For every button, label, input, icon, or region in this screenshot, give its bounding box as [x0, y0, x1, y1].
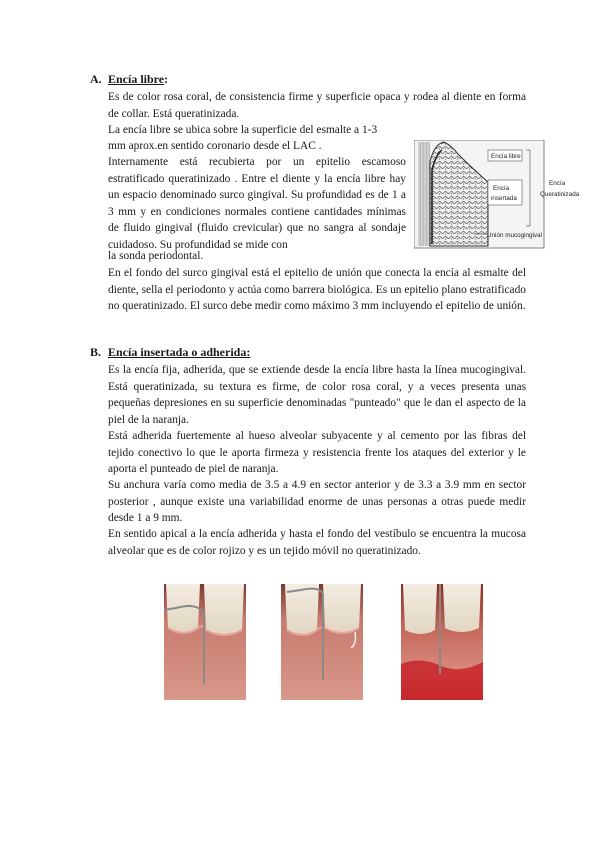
section-a-colon: :	[164, 72, 169, 86]
section-a-para3: Internamente está recubierta por un epitelio escamoso estratificado queratinizado . Entre el diente y la encía libre hay un espacio denominado surco gingival. Su profundidad es de 1 a 3 mm y en condiciones normales contiene cantidades mínimas de fluido gingival (fluido crevicular) que no sangra al sondaje cuidadoso. Su profundidad se mide con	[108, 156, 406, 251]
section-a-para3-last: la sonda periodontal.	[108, 250, 204, 262]
label-queratinizada-1: Encía	[549, 180, 566, 187]
section-b-para4: En sentido apical a la encía adherida y hasta el fondo del vestíbulo se encuentra la mucosa alveolar que es de color rojizo y es un tejido móvil no queratinizado.	[108, 528, 526, 557]
section-b-para2: Está adherida fuertemente al hueso alveolar subyacente y al cemento por las fibras del tejido conectivo lo que le aporta firmeza y resistencia frente los ataques del exterior y le aporta el punteado de piel de naranja.	[108, 430, 526, 476]
section-a-para2-line1: La encía libre se ubica sobre la superficie del esmalte a 1-3	[108, 124, 378, 136]
section-a-para1: Es de color rosa coral, de consistencia firme y superficie opaca y rodea al diente en forma de collar. Está queratinizada.	[108, 91, 526, 120]
tooth-right	[443, 584, 481, 632]
section-b-para1: Es la encía fija, adherida, que se extiende desde la encía libre hasta la línea mucogingival. Está queratinizada, su textura es firme, de color rosa coral, y a veces presenta unas pequeñas depresiones en su superficie denominadas "punteado" que le dan el aspecto de la piel de la naranja.	[108, 364, 526, 426]
label-encia-libre: Encía libre	[491, 153, 521, 160]
tooth-left	[403, 584, 437, 634]
label-encia-insertada-2: insertada	[491, 195, 517, 202]
clinical-photo-1	[164, 584, 246, 700]
tooth-right	[204, 584, 244, 634]
clinical-photo-3	[401, 584, 483, 700]
section-b-para3: Su anchura varía como media de 3.5 a 4.9 en sector anterior y de 3.3 a 3.9 mm en sector posterior , aunque existe una variabilidad enorme de unas personas a otras puede medir desde 1 a 9 mm.	[108, 479, 526, 525]
section-a-title: Encía libre	[108, 72, 165, 86]
section-b-title: Encía insertada o adherida:	[108, 345, 251, 359]
section-a-heading	[90, 72, 168, 87]
tooth-tissue	[418, 142, 430, 246]
label-queratinizada-2: Queratinizada	[540, 191, 580, 198]
clinical-photo-2	[281, 584, 363, 700]
label-union-mucogingival: Unión mucogingival	[487, 232, 542, 239]
section-a-para2-line2: mm aprox.en sentido coronario desde el LAC .	[108, 140, 322, 152]
section-a-para4: En el fondo del surco gingival está el epitelio de unión que conecta la encía al esmalte del diente, sella el periodonto y actúa como barrera biológica. Es un epitelio plano estratificado no queratinizado. El surco debe medir como máximo 3 mm incluyendo el epitelio de unión.	[108, 267, 526, 313]
tooth-right	[323, 584, 361, 632]
section-b-heading	[90, 345, 250, 360]
section-a-letter: A.	[90, 72, 102, 86]
gingiva-diagram	[414, 140, 594, 250]
label-encia-insertada-1: Encía	[493, 185, 510, 192]
section-b-letter: B.	[90, 345, 102, 359]
